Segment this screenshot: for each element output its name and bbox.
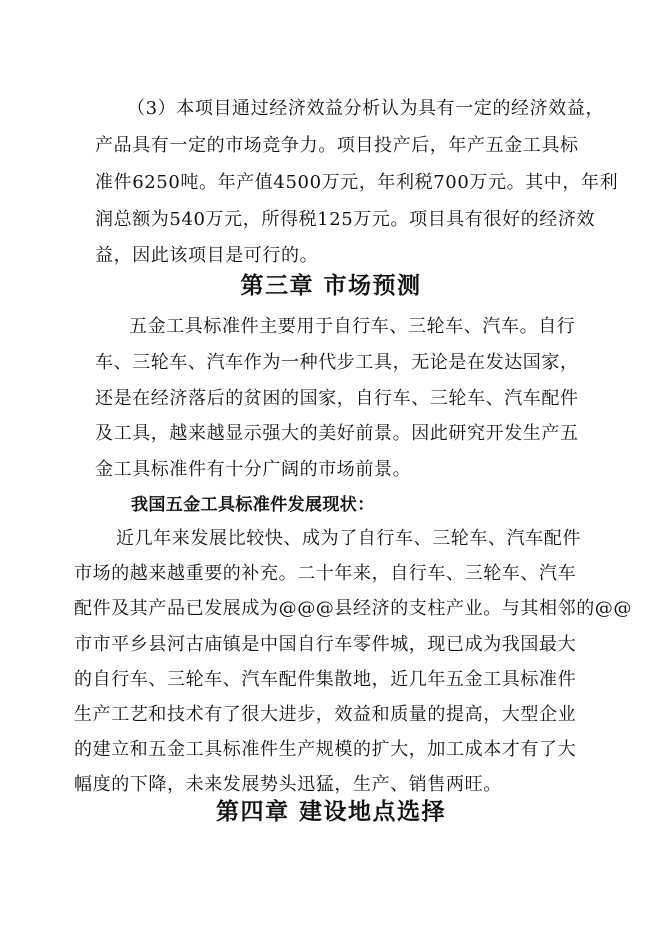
paragraph-line: 市市平乡县河古庙镇是中国自行车零件城，现已成为我国最大 (74, 634, 577, 655)
paragraph-line: 五金工具标准件主要用于自行车、三轮车、汽车。自行 (129, 316, 576, 337)
paragraph-line: 产品具有一定的市场竞争力。项目投产后，年产五金工具标 (95, 135, 579, 156)
paragraph-line: 生产工艺和技术有了很大进步，效益和质量的提高，大型企业 (74, 704, 577, 725)
paragraph-line: 市场的越来越重要的补充。二十年来，自行车、三轮车、汽车 (74, 563, 577, 584)
paragraph-line: 配件及其产品已发展成为@@@县经济的支柱产业。与其相邻的@@ (74, 598, 632, 619)
paragraph-line: 润总额为540万元，所得税125万元。项目具有很好的经济效 (95, 209, 596, 230)
chapter-4-title: 第四章 建设地点选择 (215, 798, 446, 825)
paragraph-line: 金工具标准件有十分广阔的市场前景。 (95, 459, 412, 480)
paragraph-line: 还是在经济落后的贫困的国家，自行车、三轮车、汽车配件 (95, 388, 579, 409)
paragraph-line: 车、三轮车、汽车作为一种代步工具，无论是在发达国家， (95, 352, 579, 373)
paragraph-line: 益，因此该项目是可行的。 (95, 245, 319, 266)
chapter-3-title: 第三章 市场预测 (240, 272, 422, 299)
paragraph-line: （3）本项目通过经济效益分析认为具有一定的经济效益， (127, 98, 605, 119)
paragraph-line: 的建立和五金工具标准件生产规模的扩大，加工成本才有了大 (74, 739, 577, 760)
paragraph-line: 近几年来发展比较快、成为了自行车、三轮车、汽车配件 (116, 528, 581, 549)
section-subheading: 我国五金工具标准件发展现状： (131, 495, 375, 515)
paragraph-line: 幅度的下降，未来发展势头迅猛，生产、销售两旺。 (74, 774, 502, 795)
paragraph-line: 准件6250吨。年产值4500万元，年利税700万元。其中，年利 (95, 172, 619, 193)
paragraph-line: 的自行车、三轮车、汽车配件集散地，近几年五金工具标准件 (74, 669, 577, 690)
paragraph-line: 及工具，越来越显示强大的美好前景。因此研究开发生产五 (95, 423, 579, 444)
